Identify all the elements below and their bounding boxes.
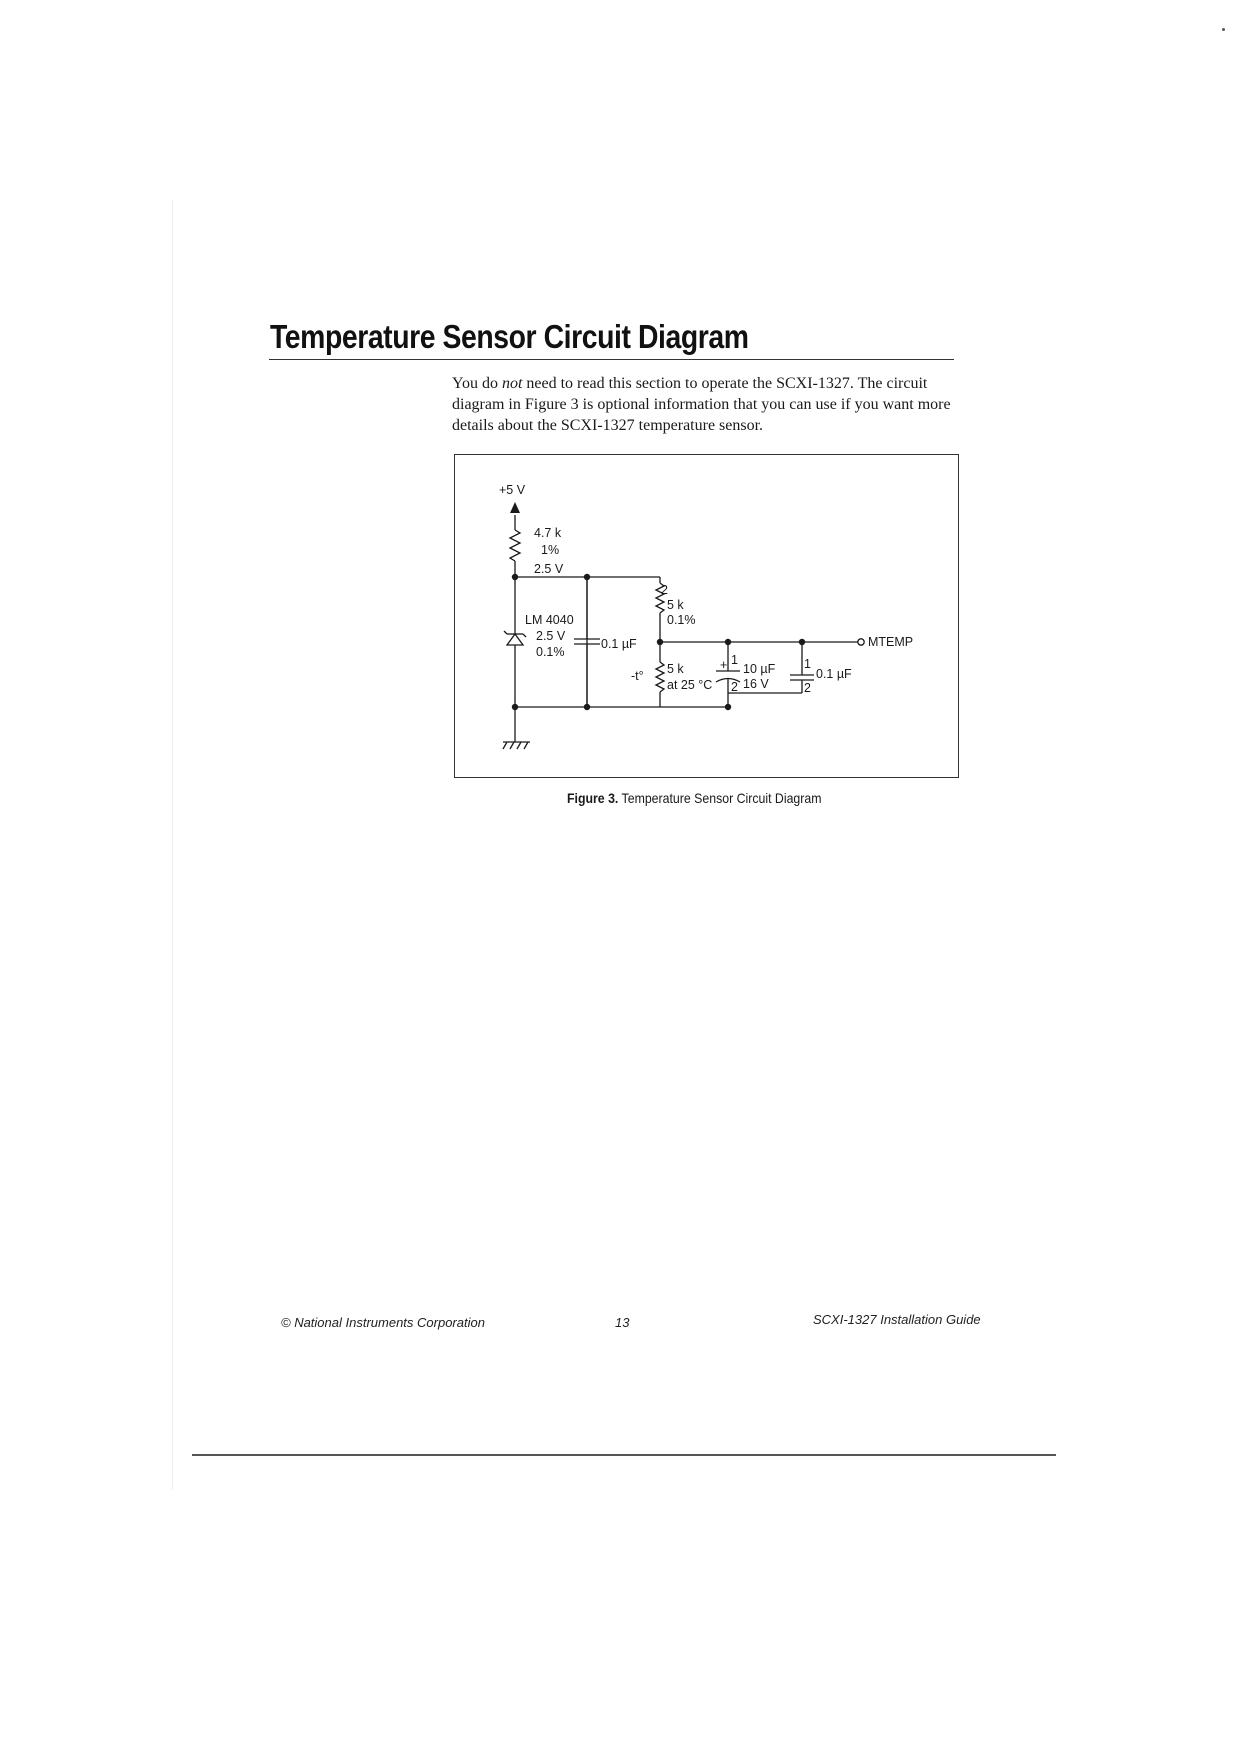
label-r1-value: 4.7 k — [534, 526, 562, 540]
label-reference-part: LM 4040 — [525, 613, 574, 627]
figure-label: Figure 3. — [567, 790, 619, 806]
label-c2-value: 10 µF — [743, 662, 776, 676]
intro-emphasis: not — [501, 375, 523, 392]
label-r1-tolerance: 1% — [541, 543, 560, 557]
label-c2-pin2: 2 — [731, 680, 738, 694]
label-thermistor-temp: at 25 °C — [667, 678, 713, 692]
label-c3-value: 0.1 µF — [816, 667, 852, 681]
capacitor-c3 — [790, 675, 814, 680]
label-r2-value: 5 k — [667, 598, 684, 612]
label-reference-voltage: 2.5 V — [536, 629, 566, 643]
label-node-voltage: 2.5 V — [534, 562, 564, 576]
label-supply: +5 V — [499, 483, 526, 497]
reference-diode-symbol — [504, 631, 526, 645]
label-c3-pin2: 2 — [804, 681, 811, 695]
supply-arrow — [510, 502, 520, 527]
label-c3-pin1: 1 — [804, 657, 811, 671]
label-output: MTEMP — [868, 635, 914, 649]
label-c2-voltage: 16 V — [743, 677, 769, 691]
thermistor — [656, 662, 664, 692]
resistor-r1 — [510, 530, 520, 561]
figure-caption-text: Temperature Sensor Circuit Diagram — [621, 790, 822, 806]
label-r2-pin: 2 — [661, 583, 668, 597]
label-c2-pin1: 1 — [731, 653, 738, 667]
label-c1-value: 0.1 µF — [601, 637, 637, 651]
label-r2-tolerance: 0.1% — [667, 613, 696, 627]
ground-symbol — [503, 742, 530, 749]
label-reference-tolerance: 0.1% — [536, 645, 565, 659]
label-c2-plus: + — [720, 658, 728, 672]
page-title: Temperature Sensor Circuit Diagram — [270, 318, 749, 355]
intro-prefix: You do — [452, 375, 502, 392]
footer-page-number: 13 — [615, 1315, 630, 1330]
label-thermistor-symbol: -t° — [631, 669, 644, 683]
footer-copyright: © National Instruments Corporation — [281, 1315, 485, 1330]
intro-suffix: need to read this section to operate the SCXI-1327. The circuit diagram in Figure 3 is optional information that you can use if you want more details about the SCXI-1327 temperature sensor. — [452, 375, 951, 434]
figure-caption — [567, 790, 821, 806]
footer-guide-title: SCXI-1327 Installation Guide — [813, 1312, 981, 1327]
label-thermistor-value: 5 k — [667, 662, 684, 676]
output-terminal — [858, 639, 864, 645]
